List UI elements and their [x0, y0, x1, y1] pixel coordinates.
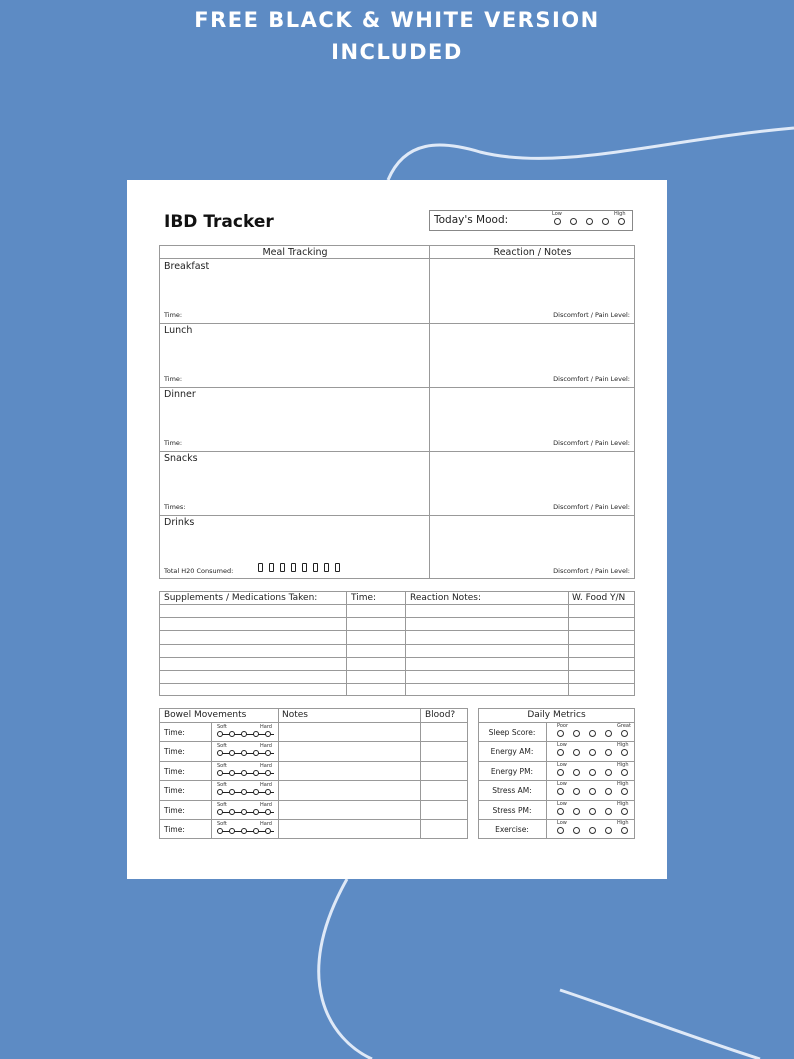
- consistency-option-circle[interactable]: [253, 731, 259, 737]
- bowel-time-label: Time:: [164, 825, 185, 834]
- metric-label: Energy PM:: [490, 766, 534, 776]
- scale-soft-label: Soft: [217, 821, 227, 827]
- consistency-option-circle[interactable]: [217, 828, 223, 834]
- water-cup-icon[interactable]: [302, 563, 307, 572]
- metric-option-circle[interactable]: [605, 749, 612, 756]
- consistency-option-circle[interactable]: [217, 731, 223, 737]
- scale-soft-label: Soft: [217, 762, 227, 769]
- tracker-sheet: [127, 180, 667, 879]
- consistency-option-circle[interactable]: [265, 731, 271, 737]
- supplement-row-line: [160, 657, 634, 658]
- pain-level-label: Discomfort / Pain Level:: [553, 503, 630, 511]
- supplement-row-line: [160, 683, 634, 684]
- consistency-option-circle[interactable]: [217, 750, 223, 756]
- metric-high-label: High: [617, 820, 629, 826]
- daily-metrics-table: [478, 708, 635, 839]
- metric-option-circle[interactable]: [589, 769, 596, 776]
- mood-label: Today's Mood:: [434, 214, 509, 226]
- metric-option-circle[interactable]: [573, 788, 580, 795]
- meal-time-label: Total H20 Consumed:: [164, 567, 234, 575]
- metric-label: Exercise:: [495, 825, 529, 834]
- water-cup-icon[interactable]: [335, 563, 340, 572]
- consistency-option-circle[interactable]: [265, 789, 271, 795]
- scale-hard-label: Hard: [260, 801, 272, 808]
- supplements-time-header: Time:: [351, 593, 377, 603]
- meal-time-label: Time:: [164, 311, 183, 319]
- metric-option-circle[interactable]: [573, 808, 580, 815]
- scale-hard-label: Hard: [260, 743, 272, 750]
- mood-option-circle[interactable]: [618, 218, 625, 225]
- metric-low-label: Low: [557, 781, 567, 788]
- supplements-table: [159, 591, 635, 696]
- metric-high-label: High: [617, 781, 629, 788]
- pain-level-label: Discomfort / Pain Level:: [553, 439, 630, 447]
- metric-label: Sleep Score:: [488, 728, 536, 737]
- meal-name: Lunch: [164, 325, 193, 336]
- scale-soft-label: Soft: [217, 801, 227, 808]
- metric-low-label: Low: [557, 742, 567, 749]
- bowel-time-label: Time:: [164, 747, 185, 757]
- metric-option-circle[interactable]: [605, 788, 612, 795]
- metric-low-label: Low: [557, 761, 567, 768]
- consistency-option-circle[interactable]: [265, 750, 271, 756]
- metric-low-label: Low: [557, 800, 567, 807]
- consistency-option-circle[interactable]: [229, 789, 235, 795]
- consistency-option-circle[interactable]: [241, 770, 247, 776]
- metric-option-circle[interactable]: [573, 749, 580, 756]
- metric-low-label: Low: [557, 820, 567, 826]
- metric-label: Energy AM:: [490, 747, 534, 757]
- mood-option-circle[interactable]: [554, 218, 561, 225]
- metric-label: Stress AM:: [492, 786, 532, 796]
- mood-box: [429, 210, 633, 231]
- supplement-row-line: [160, 670, 634, 671]
- metrics-title: Daily Metrics: [527, 710, 586, 720]
- metric-option-circle[interactable]: [557, 827, 564, 834]
- metric-option-circle[interactable]: [621, 749, 628, 756]
- consistency-option-circle[interactable]: [229, 750, 235, 756]
- bowel-row-line: [160, 819, 467, 820]
- supplement-row-line: [160, 644, 634, 645]
- consistency-option-circle[interactable]: [253, 750, 259, 756]
- consistency-option-circle[interactable]: [265, 828, 271, 834]
- supplements-food-header: W. Food Y/N: [572, 593, 626, 603]
- consistency-option-circle[interactable]: [241, 789, 247, 795]
- meal-divider: [429, 246, 430, 578]
- consistency-option-circle[interactable]: [253, 789, 259, 795]
- bowel-row-line: [160, 780, 467, 781]
- bowel-header: Bowel Movements: [164, 710, 247, 720]
- mood-low-label: Low: [552, 211, 562, 217]
- consistency-option-circle[interactable]: [265, 809, 271, 815]
- metric-high-label: High: [617, 742, 629, 749]
- meal-row-divider: [160, 323, 634, 324]
- bowel-blood-header: Blood?: [425, 710, 456, 720]
- water-cup-icon[interactable]: [258, 563, 263, 572]
- metric-option-circle[interactable]: [621, 730, 628, 737]
- metric-option-circle[interactable]: [589, 827, 596, 834]
- pain-level-label: Discomfort / Pain Level:: [553, 375, 630, 383]
- water-cup-icon[interactable]: [291, 563, 296, 572]
- consistency-option-circle[interactable]: [241, 750, 247, 756]
- metric-option-circle[interactable]: [621, 788, 628, 795]
- consistency-option-circle[interactable]: [253, 828, 259, 834]
- consistency-option-circle[interactable]: [241, 828, 247, 834]
- metric-high-label: High: [617, 800, 629, 807]
- scale-hard-label: Hard: [260, 782, 272, 789]
- mood-high-label: High: [614, 211, 626, 217]
- metric-option-circle[interactable]: [589, 730, 596, 737]
- water-cup-icon[interactable]: [269, 563, 274, 572]
- consistency-option-circle[interactable]: [241, 731, 247, 737]
- supplement-row-line: [160, 630, 634, 631]
- metric-option-circle[interactable]: [589, 808, 596, 815]
- scale-soft-label: Soft: [217, 724, 227, 730]
- consistency-option-circle[interactable]: [217, 789, 223, 795]
- meal-time-label: Times:: [164, 503, 186, 511]
- meal-row-divider: [160, 387, 634, 388]
- metric-option-circle[interactable]: [557, 808, 564, 815]
- water-cup-icon[interactable]: [313, 563, 318, 572]
- water-cup-icon[interactable]: [280, 563, 285, 572]
- bowel-table: [159, 708, 468, 839]
- meal-name: Snacks: [164, 453, 198, 464]
- supplements-reaction-header: Reaction Notes:: [410, 593, 481, 603]
- metric-high-label: Great: [617, 723, 631, 729]
- bowel-time-label: Time:: [164, 728, 185, 737]
- scale-hard-label: Hard: [260, 821, 272, 827]
- water-cup-icon[interactable]: [324, 563, 329, 572]
- supplements-header: Supplements / Medications Taken:: [164, 593, 318, 603]
- page-title: IBD Tracker: [164, 212, 274, 232]
- meal-header: Meal Tracking: [160, 246, 430, 259]
- supplement-row-line: [160, 617, 634, 618]
- bowel-time-label: Time:: [164, 786, 185, 796]
- pain-level-label: Discomfort / Pain Level:: [553, 311, 630, 319]
- metric-option-circle[interactable]: [557, 749, 564, 756]
- metric-low-label: Poor: [557, 723, 569, 729]
- meal-name: Breakfast: [164, 261, 210, 272]
- metric-high-label: High: [617, 761, 629, 768]
- meal-row-divider: [160, 451, 634, 452]
- consistency-option-circle[interactable]: [241, 809, 247, 815]
- metric-option-circle[interactable]: [573, 769, 580, 776]
- metric-option-circle[interactable]: [557, 788, 564, 795]
- metric-option-circle[interactable]: [605, 827, 612, 834]
- metric-label: Stress PM:: [492, 805, 532, 815]
- bowel-row-line: [160, 722, 467, 723]
- banner-line-2: INCLUDED: [331, 40, 463, 64]
- reaction-header: Reaction / Notes: [430, 246, 635, 259]
- supplement-row-line: [160, 604, 634, 605]
- consistency-option-circle[interactable]: [229, 731, 235, 737]
- metric-option-circle[interactable]: [589, 788, 596, 795]
- pain-level-label: Discomfort / Pain Level:: [553, 567, 630, 575]
- bowel-notes-header: Notes: [282, 710, 308, 720]
- metric-option-circle[interactable]: [557, 730, 564, 737]
- meal-time-label: Time:: [164, 439, 183, 447]
- metric-option-circle[interactable]: [605, 808, 612, 815]
- metric-option-circle[interactable]: [589, 749, 596, 756]
- mood-option-circle[interactable]: [602, 218, 609, 225]
- metric-option-circle[interactable]: [557, 769, 564, 776]
- bowel-row-line: [160, 761, 467, 762]
- metric-option-circle[interactable]: [605, 730, 612, 737]
- scale-soft-label: Soft: [217, 743, 227, 750]
- consistency-option-circle[interactable]: [265, 770, 271, 776]
- mood-option-circle[interactable]: [586, 218, 593, 225]
- meal-row-divider: [160, 515, 634, 516]
- banner-line-1: FREE BLACK & WHITE VERSION: [194, 8, 600, 32]
- consistency-option-circle[interactable]: [217, 809, 223, 815]
- meal-time-label: Time:: [164, 375, 183, 383]
- bowel-time-label: Time:: [164, 805, 185, 815]
- scale-hard-label: Hard: [260, 762, 272, 769]
- metric-option-circle[interactable]: [573, 730, 580, 737]
- scale-hard-label: Hard: [260, 724, 272, 730]
- bowel-row-line: [160, 741, 467, 742]
- meal-table: [159, 245, 635, 579]
- bowel-time-label: Time:: [164, 766, 185, 776]
- consistency-option-circle[interactable]: [229, 809, 235, 815]
- metric-option-circle[interactable]: [621, 827, 628, 834]
- meal-name: Dinner: [164, 389, 196, 400]
- consistency-option-circle[interactable]: [217, 770, 223, 776]
- consistency-option-circle[interactable]: [229, 770, 235, 776]
- mood-option-circle[interactable]: [570, 218, 577, 225]
- consistency-option-circle[interactable]: [229, 828, 235, 834]
- scale-soft-label: Soft: [217, 782, 227, 789]
- metric-option-circle[interactable]: [621, 808, 628, 815]
- consistency-option-circle[interactable]: [253, 770, 259, 776]
- metric-option-circle[interactable]: [605, 769, 612, 776]
- metric-option-circle[interactable]: [573, 827, 580, 834]
- metric-option-circle[interactable]: [621, 769, 628, 776]
- meal-name: Drinks: [164, 517, 195, 528]
- consistency-option-circle[interactable]: [253, 809, 259, 815]
- bowel-row-line: [160, 800, 467, 801]
